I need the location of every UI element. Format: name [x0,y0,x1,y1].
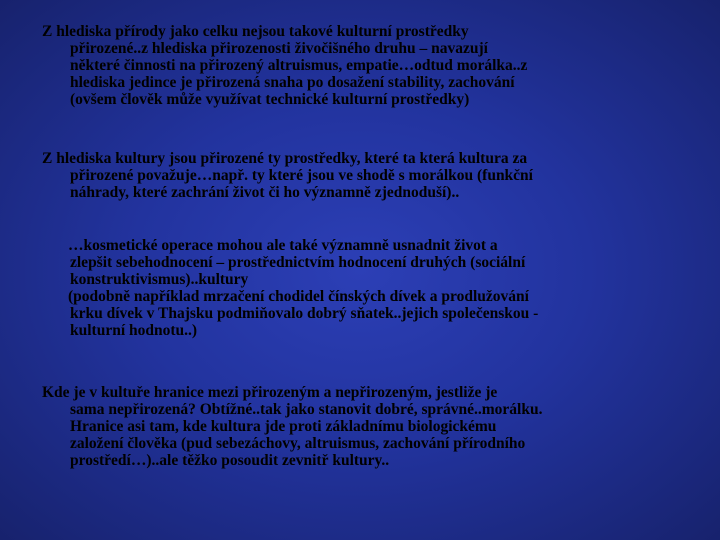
text-line: …kosmetické operace mohou ale také významně usnadnit život a [68,237,498,254]
text-line: Hranice asi tam, kde kultura jde proti základnímu biologickému [70,418,497,435]
text-line: některé činnosti na přirozený altruismus, empatie…odtud morálka..z [70,57,528,74]
paragraph-cosmetic-operations [68,237,538,339]
text-line: konstruktivismus)..kultury [70,271,249,288]
paragraph-boundary-question [42,384,542,469]
text-line: Z hlediska kultury jsou přirozené ty prostředky, které ta která kultura za [42,150,528,167]
text-line: kulturní hodnotu..) [70,322,198,339]
text-line: (ovšem člověk může využívat technické kulturní prostředky) [70,91,470,108]
text-line: sama nepřirozená? Obtížné..tak jako stanovit dobré, správné..morálku. [70,401,543,418]
text-line: Z hlediska přírody jako celku nejsou takové kulturní prostředky [42,23,469,40]
text-line: náhrady, které zachrání život či ho významně zjednoduší).. [70,184,460,201]
paragraph-nature-perspective [42,23,527,108]
text-line: přirozené..z hlediska přirozenosti živočišného druhu – navazují [70,40,488,57]
text-line: krku dívek v Thajsku podmiňovalo dobrý sňatek..jejich společenskou - [70,305,539,322]
text-line: Kde je v kultuře hranice mezi přirozeným a nepřirozeným, jestliže je [42,384,498,401]
text-line: (podobně například mrzačení chodidel čínských dívek a prodlužování [68,288,529,305]
text-line: hlediska jedince je přirozená snaha po dosažení stability, zachování [70,74,515,91]
text-line: přirozené považuje…např. ty které jsou ve shodě s morálkou (funkční [70,167,533,184]
text-line: zlepšit sebehodnocení – prostřednictvím hodnocení druhých (sociální [70,254,526,271]
text-line: založení člověka (pud sebezáchovy, altruismus, zachování přírodního [70,435,526,452]
paragraph-culture-perspective [42,150,533,201]
text-line: prostředí…)..ale těžko posoudit zevnitř kultury.. [70,452,390,469]
